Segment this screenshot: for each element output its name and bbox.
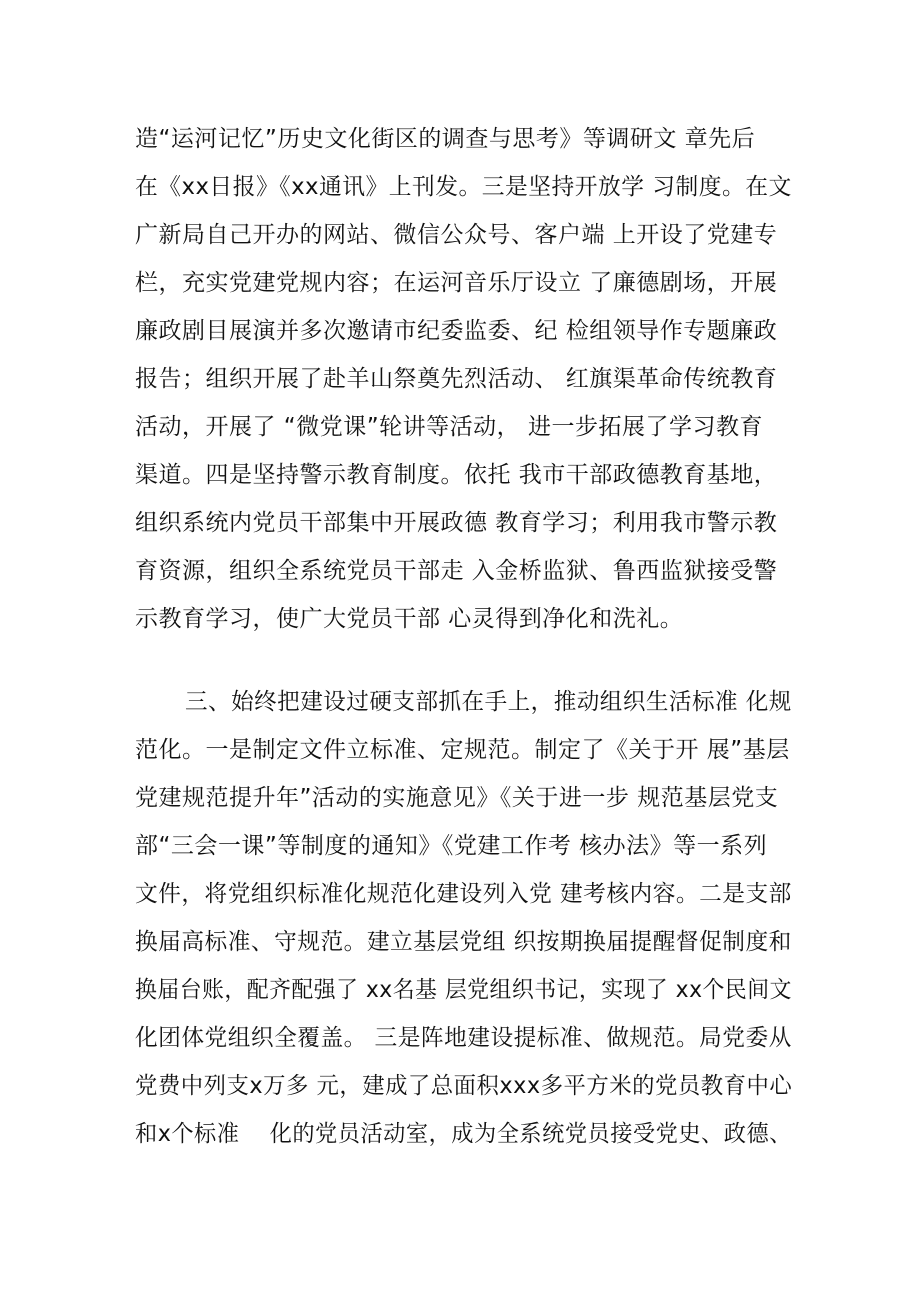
text-line: 示教育学习，使广大党员干部 心灵得到净化和洗礼。	[135, 606, 684, 632]
text-line: 党建规范提升年”活动的实施意见》《关于进一步 规范基层党支	[135, 785, 779, 811]
text-line: 组织系统内党员干部集中开展政德 教育学习；利用我市警示教	[135, 510, 778, 536]
text-line: 活动，开展了 “微党课”轮讲等活动， 进一步拓展了学习教育	[135, 414, 763, 440]
text-line: 造“运河记忆”历史文化街区的调查与思考》等调研文 章先后	[135, 126, 756, 152]
text-line: 廉政剧目展演并多次邀请市纪委监委、纪 检组领导作专题廉政	[135, 318, 778, 344]
text-line: 和x个标准 化的党员活动室，成为全系统党员接受党史、政德、	[135, 1121, 792, 1147]
text-line: 部“三会一课”等制度的通知》《党建工作考 核办法》等一系列	[135, 833, 768, 859]
text-line: 三、始终把建设过硬支部抓在手上，推动组织生活标准 化规	[185, 689, 792, 715]
text-line: 换届台账，配齐配强了 xx名基 层党组织书记，实现了 xx个民间文	[135, 977, 792, 1003]
text-line: 渠道。四是坚持警示教育制度。依托 我市干部政德教育基地，	[135, 462, 778, 488]
text-line: 换届高标准、守规范。建立基层党组 织按期换届提醒督促制度和	[135, 929, 792, 955]
text-line: 化团体党组织全覆盖。 三是阵地建设提标准、做规范。局党委从	[135, 1025, 792, 1051]
text-line: 栏，充实党建党规内容；在运河音乐厅设立 了廉德剧场，开展	[135, 270, 778, 296]
text-line: 党费中列支x万多 元，建成了总面积xxx多平方米的党员教育中心	[135, 1073, 793, 1099]
text-line: 范化。一是制定文件立标准、定规范。制定了《关于开 展”基层	[135, 737, 790, 763]
text-line: 报告；组织开展了赴羊山祭奠先烈活动、 红旗渠革命传统教育	[135, 366, 778, 392]
text-line: 育资源，组织全系统党员干部走 入金桥监狱、鲁西监狱接受警	[135, 558, 778, 584]
text-line: 文件，将党组织标准化规范化建设列入党 建考核内容。二是支部	[135, 881, 792, 907]
text-line: 在《xx日报》《xx通讯》上刊发。三是坚持开放学 习制度。在文	[135, 174, 792, 200]
text-line: 广新局自己开办的网站、微信公众号、客户端 上开设了党建专	[135, 222, 778, 248]
